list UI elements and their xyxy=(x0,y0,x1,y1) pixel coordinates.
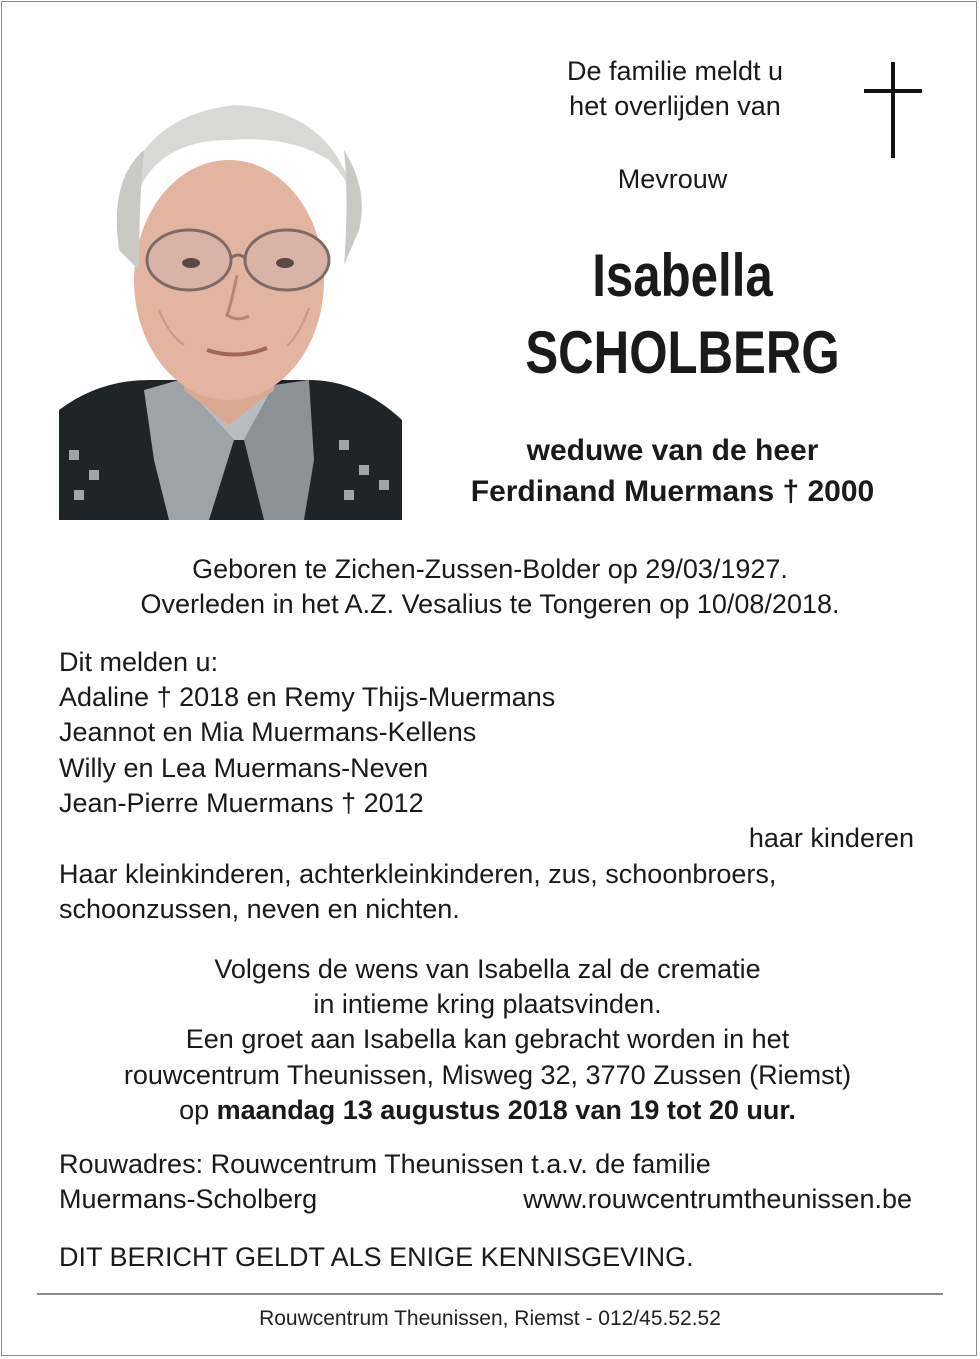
intro-line-1: De familie meldt u xyxy=(566,56,784,86)
child-2: Jeannot en Mia Muermans-Kellens xyxy=(59,717,477,747)
ceremony-line-2: in intieme kring plaatsvinden. xyxy=(313,989,662,1019)
address-line-2: Muermans-Scholberg xyxy=(59,1184,318,1214)
salutation: Mevrouw xyxy=(617,164,728,194)
children-label: haar kinderen xyxy=(748,823,914,853)
ceremony-date-prefix: op xyxy=(179,1095,217,1125)
ceremony-date: maandag 13 augustus 2018 van 19 tot 20 uur. xyxy=(216,1095,796,1125)
widow-line: weduwe van de heer xyxy=(526,434,819,467)
child-4: Jean-Pierre Muermans † 2012 xyxy=(59,788,424,818)
footer-divider xyxy=(37,1293,943,1295)
cross-icon xyxy=(864,62,922,158)
death-line: Overleden in het A.Z. Vesalius te Tongeren op 10/08/2018. xyxy=(140,589,840,619)
website-link[interactable]: www.rouwcentrumtheunissen.be xyxy=(523,1184,912,1214)
ceremony-line-3: Een groet aan Isabella kan gebracht worden in het xyxy=(185,1024,790,1054)
child-1: Adaline † 2018 en Remy Thijs-Muermans xyxy=(59,682,556,712)
ceremony-line-4: rouwcentrum Theunissen, Misweg 32, 3770 Zussen (Riemst) xyxy=(123,1060,852,1090)
last-name: SCHOLBERG xyxy=(525,319,840,386)
spouse-line: Ferdinand Muermans † 2000 xyxy=(470,475,875,508)
others-line-2: schoonzussen, neven en nichten. xyxy=(59,894,460,924)
birth-line: Geboren te Zichen-Zussen-Bolder op 29/03/1927. xyxy=(192,554,788,584)
portrait-photo xyxy=(59,80,402,520)
address-line-1: Rouwadres: Rouwcentrum Theunissen t.a.v. de familie xyxy=(59,1149,711,1179)
child-3: Willy en Lea Muermans-Neven xyxy=(59,753,429,783)
intro-line-2: het overlijden van xyxy=(569,91,781,121)
others-line-1: Haar kleinkinderen, achterkleinkinderen, zus, schoonbroers, xyxy=(59,859,777,889)
family-intro: Dit melden u: xyxy=(59,647,219,677)
first-name: Isabella xyxy=(592,242,773,309)
ceremony-line-5 xyxy=(40,1093,935,1128)
notice: DIT BERICHT GELDT ALS ENIGE KENNISGEVING. xyxy=(59,1242,694,1272)
ceremony-line-1: Volgens de wens van Isabella zal de crematie xyxy=(214,954,761,984)
footer-text: Rouwcentrum Theunissen, Riemst - 012/45.52.52 xyxy=(259,1307,721,1330)
